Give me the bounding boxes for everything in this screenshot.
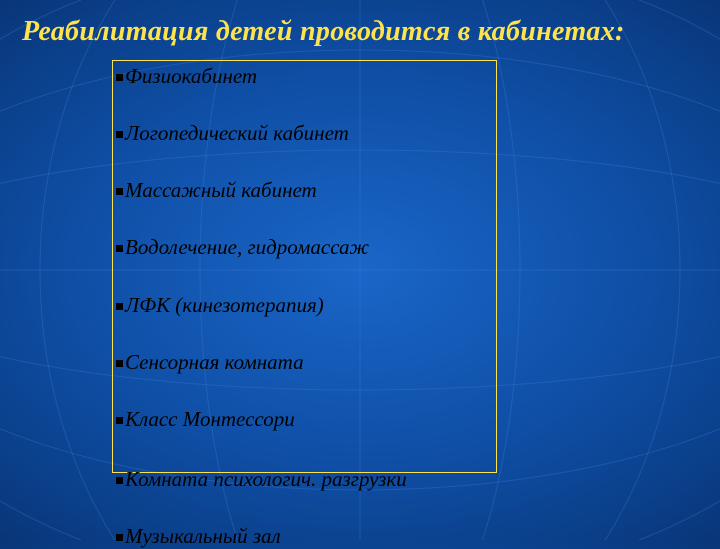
square-bullet-icon: [116, 360, 123, 367]
list-item-label: Музыкальный зал: [125, 523, 281, 548]
list-item: [116, 121, 349, 145]
list-item: [116, 293, 324, 317]
list-item-label: ЛФК (кинезотерапия): [125, 292, 324, 317]
square-bullet-icon: [116, 188, 123, 195]
list-item: [116, 64, 257, 88]
list-item-label: Физиокабинет: [125, 63, 258, 88]
list-item: [116, 178, 317, 202]
list-item-label: Комната психологич. разгрузки: [125, 466, 407, 491]
square-bullet-icon: [116, 534, 123, 541]
list-item-label: Сенсорная комната: [125, 349, 304, 374]
list-item-label: Логопедический кабинет: [125, 120, 349, 145]
list-item-label: Класс Монтессори: [125, 406, 295, 431]
list-item: [116, 235, 369, 259]
list-item: [116, 524, 281, 548]
square-bullet-icon: [116, 131, 123, 138]
list-item-label: Водолечение, гидромассаж: [125, 234, 370, 259]
list-item: [116, 467, 407, 491]
square-bullet-icon: [116, 477, 123, 484]
square-bullet-icon: [116, 245, 123, 252]
square-bullet-icon: [116, 74, 123, 81]
list-item: [116, 407, 295, 431]
square-bullet-icon: [116, 303, 123, 310]
list-item-label: Массажный кабинет: [125, 177, 317, 202]
square-bullet-icon: [116, 417, 123, 424]
slide-title: Реабилитация детей проводится в кабинетах:: [22, 16, 625, 47]
list-item: [116, 350, 304, 374]
